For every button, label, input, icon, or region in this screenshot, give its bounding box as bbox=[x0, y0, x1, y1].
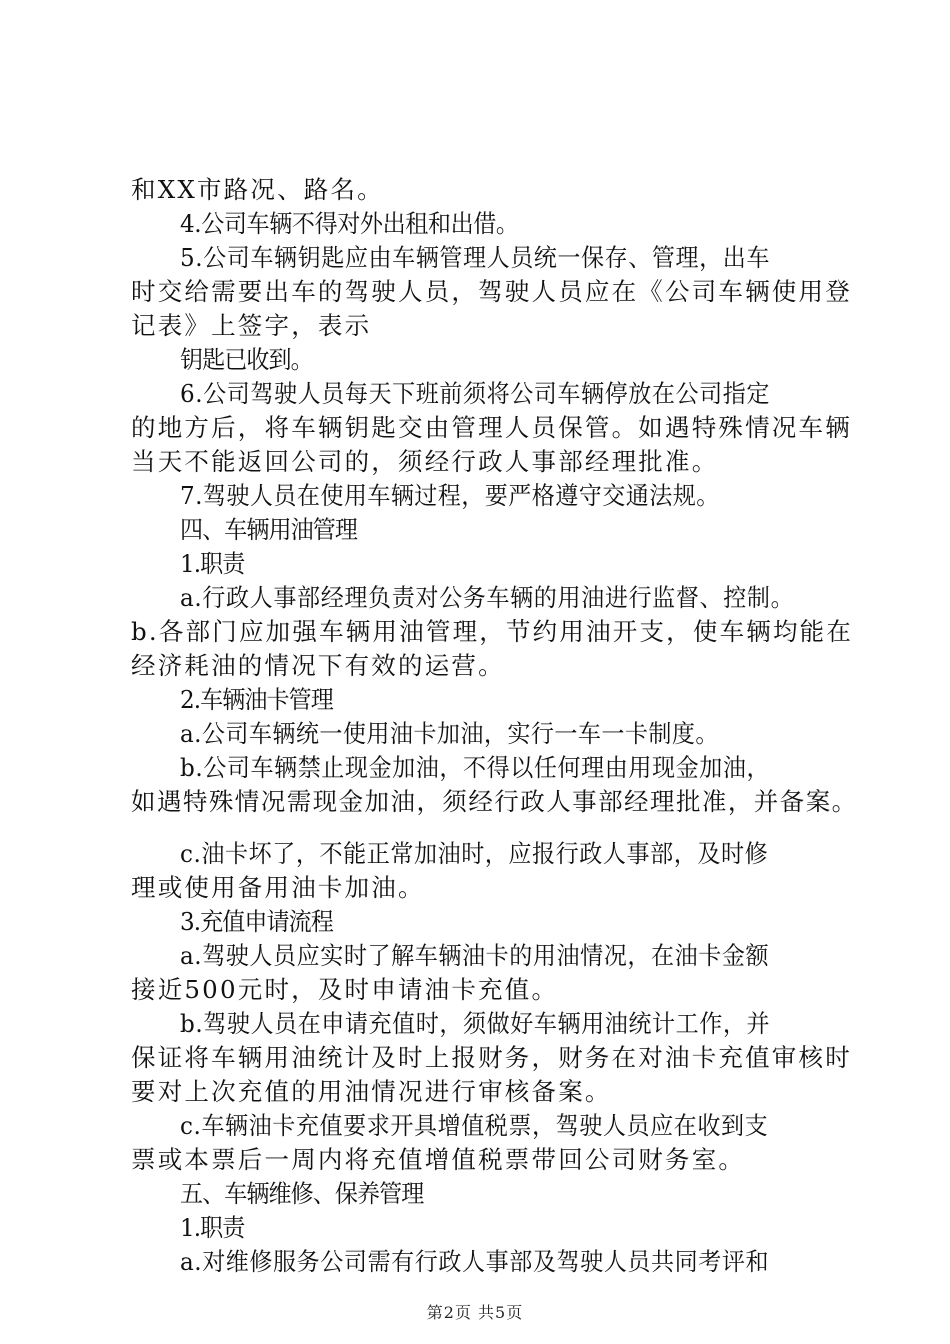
text-line: 要对上次充值的用油情况进行审核备案。 bbox=[131, 1077, 612, 1106]
text-line: 记表》上签字，表示 bbox=[131, 311, 372, 340]
text-line: a.驾驶人员应实时了解车辆油卡的用油情况，在油卡金额 bbox=[180, 941, 770, 970]
text-line: 钥匙已收到。 bbox=[180, 345, 313, 374]
text-line: 4.公司车辆不得对外出租和出借。 bbox=[180, 209, 519, 238]
text-line: a.对维修服务公司需有行政人事部及驾驶人员共同考评和 bbox=[180, 1247, 770, 1276]
text-line: 和XX市路况、路名。 bbox=[131, 175, 384, 204]
page-footer: 第2页 共5页 bbox=[426, 1303, 524, 1322]
subsection-heading: 3.充值申请流程 bbox=[180, 907, 333, 936]
text-line: 的地方后，将车辆钥匙交由管理人员保管。如遇特殊情况车辆 bbox=[131, 413, 852, 442]
text-line: c.油卡坏了，不能正常加油时，应报行政人事部，及时修 bbox=[180, 839, 769, 868]
text-line: b.各部门应加强车辆用油管理，节约用油开支，使车辆均能在 bbox=[131, 617, 854, 646]
text-line: 当天不能返回公司的，须经行政人事部经理批准。 bbox=[131, 447, 719, 476]
text-line: 经济耗油的情况下有效的运营。 bbox=[131, 651, 505, 680]
subsection-heading: 1.职责 bbox=[180, 549, 245, 578]
text-line: 如遇特殊情况需现金加油，须经行政人事部经理批准，并备案。 bbox=[131, 787, 858, 816]
subsection-heading: 1.职责 bbox=[180, 1213, 245, 1242]
text-line: 时交给需要出车的驾驶人员，驾驶人员应在《公司车辆使用登 bbox=[131, 277, 852, 306]
text-line: 5.公司车辆钥匙应由车辆管理人员统一保存、管理，出车 bbox=[180, 243, 771, 272]
subsection-heading: 2.车辆油卡管理 bbox=[180, 685, 333, 714]
text-line: 票或本票后一周内将充值增值税票带回公司财务室。 bbox=[131, 1145, 746, 1174]
text-line: 理或使用备用油卡加油。 bbox=[131, 873, 425, 902]
text-line: 6.公司驾驶人员每天下班前须将公司车辆停放在公司指定 bbox=[180, 379, 771, 408]
text-line: a.行政人事部经理负责对公务车辆的用油进行监督、控制。 bbox=[180, 583, 795, 612]
text-line: 接近500元时，及时申请油卡充值。 bbox=[131, 975, 559, 1004]
text-line: b.公司车辆禁止现金加油，不得以任何理由用现金加油， bbox=[180, 753, 771, 782]
text-line: c.车辆油卡充值要求开具增值税票，驾驶人员应在收到支 bbox=[180, 1111, 769, 1140]
text-line: 保证将车辆用油统计及时上报财务，财务在对油卡充值审核时 bbox=[131, 1043, 852, 1072]
text-line: b.驾驶人员在申请充值时，须做好车辆用油统计工作，并 bbox=[180, 1009, 771, 1038]
section-heading: 四、车辆用油管理 bbox=[180, 515, 358, 544]
text-line: 7.驾驶人员在使用车辆过程，要严格遵守交通法规。 bbox=[180, 481, 720, 510]
section-heading: 五、车辆维修、保养管理 bbox=[180, 1179, 424, 1208]
text-line: a.公司车辆统一使用油卡加油，实行一车一卡制度。 bbox=[180, 719, 719, 748]
